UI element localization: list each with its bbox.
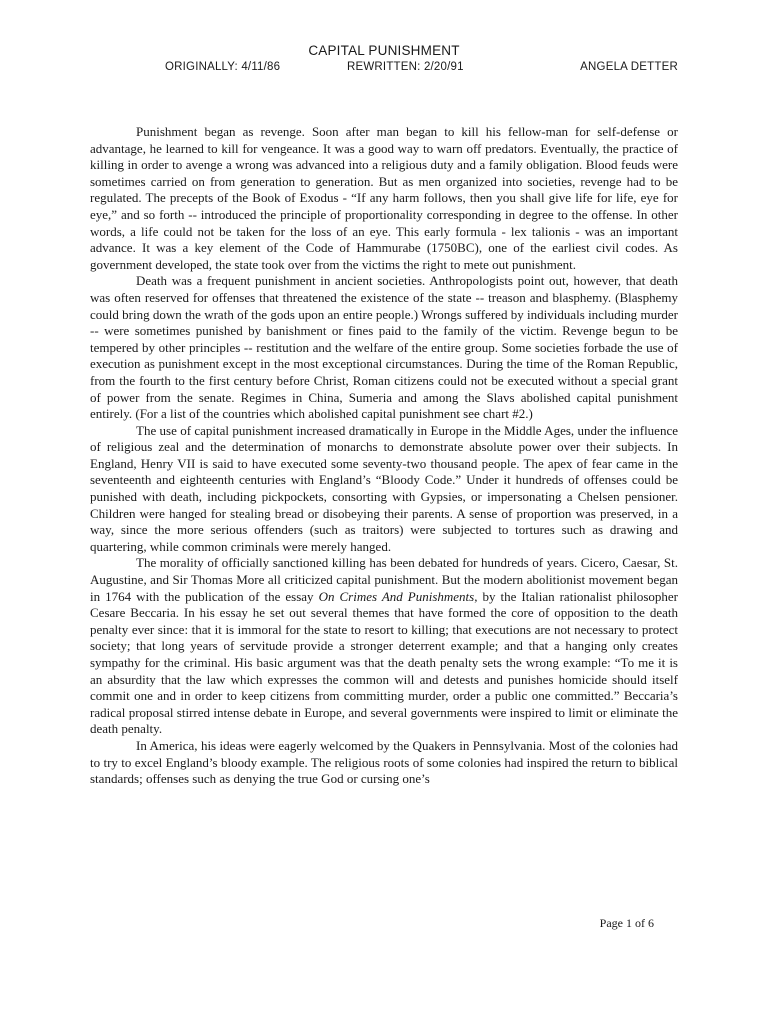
essay-title: On Crimes And Punishments	[318, 588, 475, 604]
paragraph-2: Death was a frequent punishment in ancient societies. Anthropologists point out, however, that death was often reserved for offenses that threatened the existence of the state -- treason and blasphemy. (Blasphemy could bring down the wrath of the gods upon an entire people.) Wrongs suffered by individuals including murder -- were sometimes punished by banishment or fines paid to the family of the victim. Revenge begun to be tempered by other principles -- restitution and the welfare of the entire group. Some societies forbade the use of execution as punishment except in the most exceptional circumstances. During the time of the Roman Republic, from the fourth to the first century before Christ, Roman citizens could not be executed without a special grant of power from the senate. Regimes in China, Sumeria and among the Slavs abolished capital punishment entirely. (For a list of the countries which abolished capital punishment see chart #2.)	[90, 273, 678, 422]
author-name: ANGELA DETTER	[580, 61, 678, 73]
paragraph-3: The use of capital punishment increased dramatically in Europe in the Middle Ages, under the influence of religious zeal and the determination of monarchs to demonstrate absolute power over their subjects. In England, Henry VII is said to have executed some seventy-two thousand people. The apex of fear came in the seventeenth and eighteenth centuries with England’s “Bloody Code.” Under it hundreds of offenses could be punished with death, including pickpockets, consorting with Gypsies, or impersonating a Chelsen pensioner. Children were hanged for stealing bread or disobeying their parents. A sense of proportion was preserved, in a way, since the more serious offenders (such as traitors) were subjected to tortures such as drawing and quartering, while common criminals were merely hanged.	[90, 422, 678, 554]
original-date: ORIGINALLY: 4/11/86	[165, 61, 281, 73]
page-number: Page 1 of 6	[599, 916, 654, 930]
paragraph-5: In America, his ideas were eagerly welcomed by the Quakers in Pennsylvania. Most of the colonies had to try to excel England’s bloody example. The religious roots of some colonies had inspired the return to biblical standards; offenses such as denying the true God or cursing one’s	[90, 737, 678, 787]
paragraph-4	[90, 555, 678, 738]
paragraph-4-rest: , by the Italian rationalist philosopher Cesare Beccaria. In his essay he set out several themes that have formed the core of opposition to the death penalty ever since: that it is immoral for the state to resort to killing; that executions are not necessary to protect society; that long years of servitude provide a stronger deterrent example; and that a hanging only creates sympathy for the criminal. His basic argument was that the death penalty sets the wrong example: “To me it is an absurdity that the law which expresses the common will and detests and punishes homicide should itself commit one and in order to keep citizens from committing murder, order a public one committed.” Beccaria’s radical proposal stirred intense debate in Europe, and several governments were inspired to limit or eliminate the death penalty.	[90, 588, 678, 737]
paragraph-4-lead: The morality of officially sanctioned killing has been debated for hundreds of years. Cicero, Caesar, St. Augustine, and Sir Thomas More all criticized capital punishment. But the modern abolitionist movement began in 1764 with the publication of the essay	[90, 555, 678, 604]
paragraph-1: Punishment began as revenge. Soon after man began to kill his fellow-man for self-defense or advantage, he learned to kill for vengeance. It was a good way to warn off predators. Eventually, the practice of killing in order to avenge a wrong was advanced into a religious duty and a family obligation. Blood feuds were sometimes carried on from generation to generation. But as men organized into societies, revenge had to be regulated. The precepts of the Book of Exodus - “If any harm follows, then you shall give life for life, eye for eye,” and so forth -- introduced the principle of proportionality corresponding in degree to the offense. In other words, a life could not be taken for the loss of an eye. This early formula - lex talionis - was an important advance. It was a key element of the Code of Hammurabe (1750BC), one of the earliest civil codes. As government developed, the state took over from the victims the right to mete out punishment.	[90, 124, 678, 272]
document-title: CAPITAL PUNISHMENT	[308, 43, 460, 58]
document-body	[90, 124, 678, 788]
rewritten-date: REWRITTEN: 2/20/91	[347, 61, 464, 73]
